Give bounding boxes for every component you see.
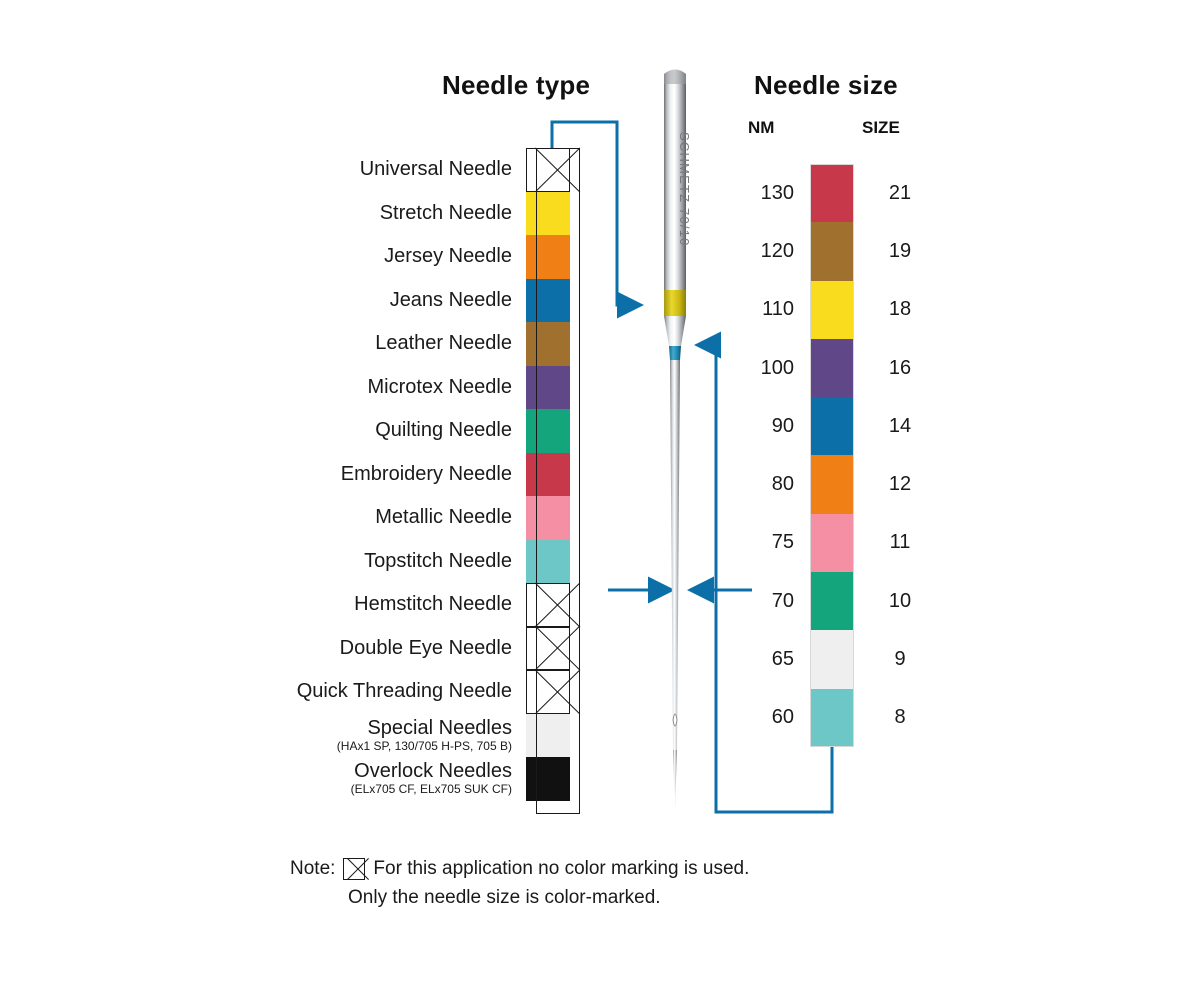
needle-type-label — [337, 718, 526, 753]
needle-type-swatch-cell — [526, 714, 570, 758]
needle-type-swatch — [526, 235, 570, 279]
needle-size-value: 18 — [888, 298, 912, 321]
needle-type-label — [375, 420, 526, 441]
needle-size-swatch-cell — [810, 630, 854, 688]
needle-size-value: 9 — [894, 648, 906, 671]
needle-type-row — [230, 279, 570, 323]
needle-type-name: Embroidery Needle — [340, 462, 512, 485]
needle-size-nm-value: 100 — [760, 356, 794, 379]
needle-type-row — [230, 540, 570, 584]
needle-size-nm-value: 75 — [771, 531, 794, 554]
needle-type-name: Double Eye Needle — [339, 636, 512, 659]
needle-size-swatch — [810, 222, 854, 280]
needle-type-swatch — [526, 279, 570, 323]
needle-size-row — [730, 689, 930, 747]
needle-size-swatch — [810, 164, 854, 222]
needle-type-row — [230, 148, 570, 192]
needle-type-row — [230, 409, 570, 453]
needle-type-label — [360, 159, 526, 180]
needle-type-name: Topstitch Needle — [364, 549, 512, 572]
note-prefix: Note: — [290, 858, 336, 879]
needle-size-swatch-cell — [810, 689, 854, 747]
needle-type-swatch — [526, 670, 570, 714]
needle-type-swatch — [526, 148, 570, 192]
needle-type-name: Overlock Needles — [354, 760, 512, 783]
needle-type-label — [375, 507, 526, 528]
needle-type-label — [340, 638, 526, 659]
needle-type-row — [230, 322, 570, 366]
column-header-nm: NM — [748, 118, 775, 137]
needle-type-name: Hemstitch Needle — [354, 593, 512, 616]
needle-type-label — [375, 333, 526, 354]
needle-imprint: SCHMETZ 70/10 — [677, 132, 692, 247]
needle-size-swatch-cell — [810, 281, 854, 339]
needle-size-swatch — [810, 455, 854, 513]
note-line-1: For this application no color marking is used. — [373, 858, 750, 879]
needle-type-name: Stretch Needle — [379, 201, 512, 224]
needle-type-swatch-cell — [526, 583, 570, 627]
needle-type-label — [351, 761, 526, 796]
needle-type-swatch — [526, 322, 570, 366]
needle-type-row — [230, 235, 570, 279]
needle-type-swatch — [526, 757, 570, 801]
needle-size-value: 21 — [888, 181, 912, 204]
needle-type-swatch — [526, 409, 570, 453]
needle-size-row — [730, 455, 930, 513]
needle-type-swatch — [526, 714, 570, 758]
needle-type-sublabel: (HAx1 SP, 130/705 H-PS, 705 B) — [336, 738, 512, 753]
needle-type-swatch — [526, 453, 570, 497]
needle-type-swatch — [526, 366, 570, 410]
needle-type-swatch-cell — [526, 322, 570, 366]
needle-type-swatch-cell — [526, 540, 570, 584]
needle-type-swatch-cell — [526, 235, 570, 279]
needle-size-row — [730, 572, 930, 630]
needle-size-value: 19 — [888, 239, 912, 262]
needle-type-row — [230, 670, 570, 714]
needle-type-swatch-cell — [526, 627, 570, 671]
needle-type-swatch-cell — [526, 366, 570, 410]
needle-size-swatch — [810, 339, 854, 397]
needle-size-nm-value: 70 — [771, 589, 794, 612]
needle-type-swatch-cell — [526, 670, 570, 714]
needle-type-name: Jersey Needle — [384, 245, 512, 268]
needle-type-row — [230, 496, 570, 540]
needle-type-name: Microtex Needle — [367, 375, 512, 398]
needle-size-swatch — [810, 514, 854, 572]
needle-size-swatch-cell — [810, 222, 854, 280]
needle-size-row — [730, 164, 930, 222]
needle-size-row — [730, 281, 930, 339]
needle-type-swatch — [526, 192, 570, 236]
needle-size-value: 14 — [888, 414, 912, 437]
needle-size-value: 12 — [888, 473, 912, 496]
needle-size-swatch — [810, 572, 854, 630]
needle-type-row — [230, 714, 570, 758]
needle-type-swatch-cell — [526, 409, 570, 453]
needle-size-swatch-cell — [810, 455, 854, 513]
needle-type-row — [230, 366, 570, 410]
needle-size-swatch — [810, 397, 854, 455]
note-block — [290, 855, 910, 912]
needle-size-nm-value: 120 — [760, 239, 794, 262]
column-header-size: SIZE — [862, 118, 900, 137]
needle-type-swatch-cell — [526, 496, 570, 540]
needle-type-label — [297, 681, 526, 702]
needle-type-swatch-cell — [526, 192, 570, 236]
needle-size-swatch — [810, 630, 854, 688]
needle-size-row — [730, 222, 930, 280]
needle-type-label — [390, 290, 526, 311]
needle-type-swatch-cell — [526, 279, 570, 323]
needle-size-swatch — [810, 281, 854, 339]
needle-size-row — [730, 630, 930, 688]
needle-size-value: 8 — [894, 706, 906, 729]
needle-type-name: Universal Needle — [359, 158, 512, 181]
needle-size-heading: Needle size — [754, 70, 898, 100]
needle-type-name: Quick Threading Needle — [296, 680, 512, 703]
no-color-marking-icon — [343, 858, 365, 880]
needle-type-swatch-cell — [526, 453, 570, 497]
needle-type-swatch-cell — [526, 148, 570, 192]
needle-size-nm-value: 80 — [771, 473, 794, 496]
needle-size-value: 11 — [889, 531, 911, 554]
needle-size-value: 10 — [888, 589, 912, 612]
needle-type-label — [364, 551, 526, 572]
needle-size-list — [730, 164, 930, 747]
needle-type-row — [230, 627, 570, 671]
needle-type-swatch-cell — [526, 757, 570, 801]
needle-size-nm-value: 110 — [762, 298, 794, 321]
needle-size-swatch-cell — [810, 572, 854, 630]
needle-type-label — [380, 203, 526, 224]
needle-type-swatch — [526, 496, 570, 540]
note-line-2: Only the needle size is color-marked. — [348, 886, 661, 908]
needle-type-name: Leather Needle — [375, 332, 512, 355]
needle-size-band — [669, 346, 681, 360]
needle-type-name: Quilting Needle — [375, 419, 512, 442]
needle-type-band — [664, 290, 686, 316]
needle-size-swatch — [810, 689, 854, 747]
needle-size-value: 16 — [888, 356, 912, 379]
needle-type-swatch — [526, 540, 570, 584]
needle-type-swatch — [526, 627, 570, 671]
needle-size-swatch-cell — [810, 164, 854, 222]
needle-size-row — [730, 339, 930, 397]
needle-type-name: Special Needles — [367, 716, 512, 739]
needle-type-row — [230, 757, 570, 801]
needle-type-list — [230, 148, 570, 801]
needle-type-row — [230, 192, 570, 236]
needle-type-label — [341, 464, 526, 485]
needle-type-heading: Needle type — [442, 70, 591, 100]
needle-type-label — [367, 377, 526, 398]
needle-size-swatch-cell — [810, 514, 854, 572]
needle-size-swatch-cell — [810, 339, 854, 397]
needle-size-nm-value: 65 — [771, 648, 794, 671]
needle-type-row — [230, 453, 570, 497]
needle-size-nm-value: 60 — [771, 706, 794, 729]
needle-size-row — [730, 397, 930, 455]
sewing-needle-illustration — [640, 60, 710, 820]
needle-size-nm-value: 130 — [760, 181, 794, 204]
needle-type-row — [230, 583, 570, 627]
needle-type-swatch — [526, 583, 570, 627]
needle-size-row — [730, 514, 930, 572]
needle-size-swatch-cell — [810, 397, 854, 455]
needle-type-name: Jeans Needle — [389, 288, 512, 311]
needle-type-label — [384, 246, 526, 267]
needle-type-name: Metallic Needle — [375, 506, 512, 529]
needle-size-nm-value: 90 — [771, 414, 794, 437]
needle-type-sublabel: (ELx705 CF, ELx705 SUK CF) — [350, 782, 512, 797]
needle-type-label — [354, 594, 526, 615]
